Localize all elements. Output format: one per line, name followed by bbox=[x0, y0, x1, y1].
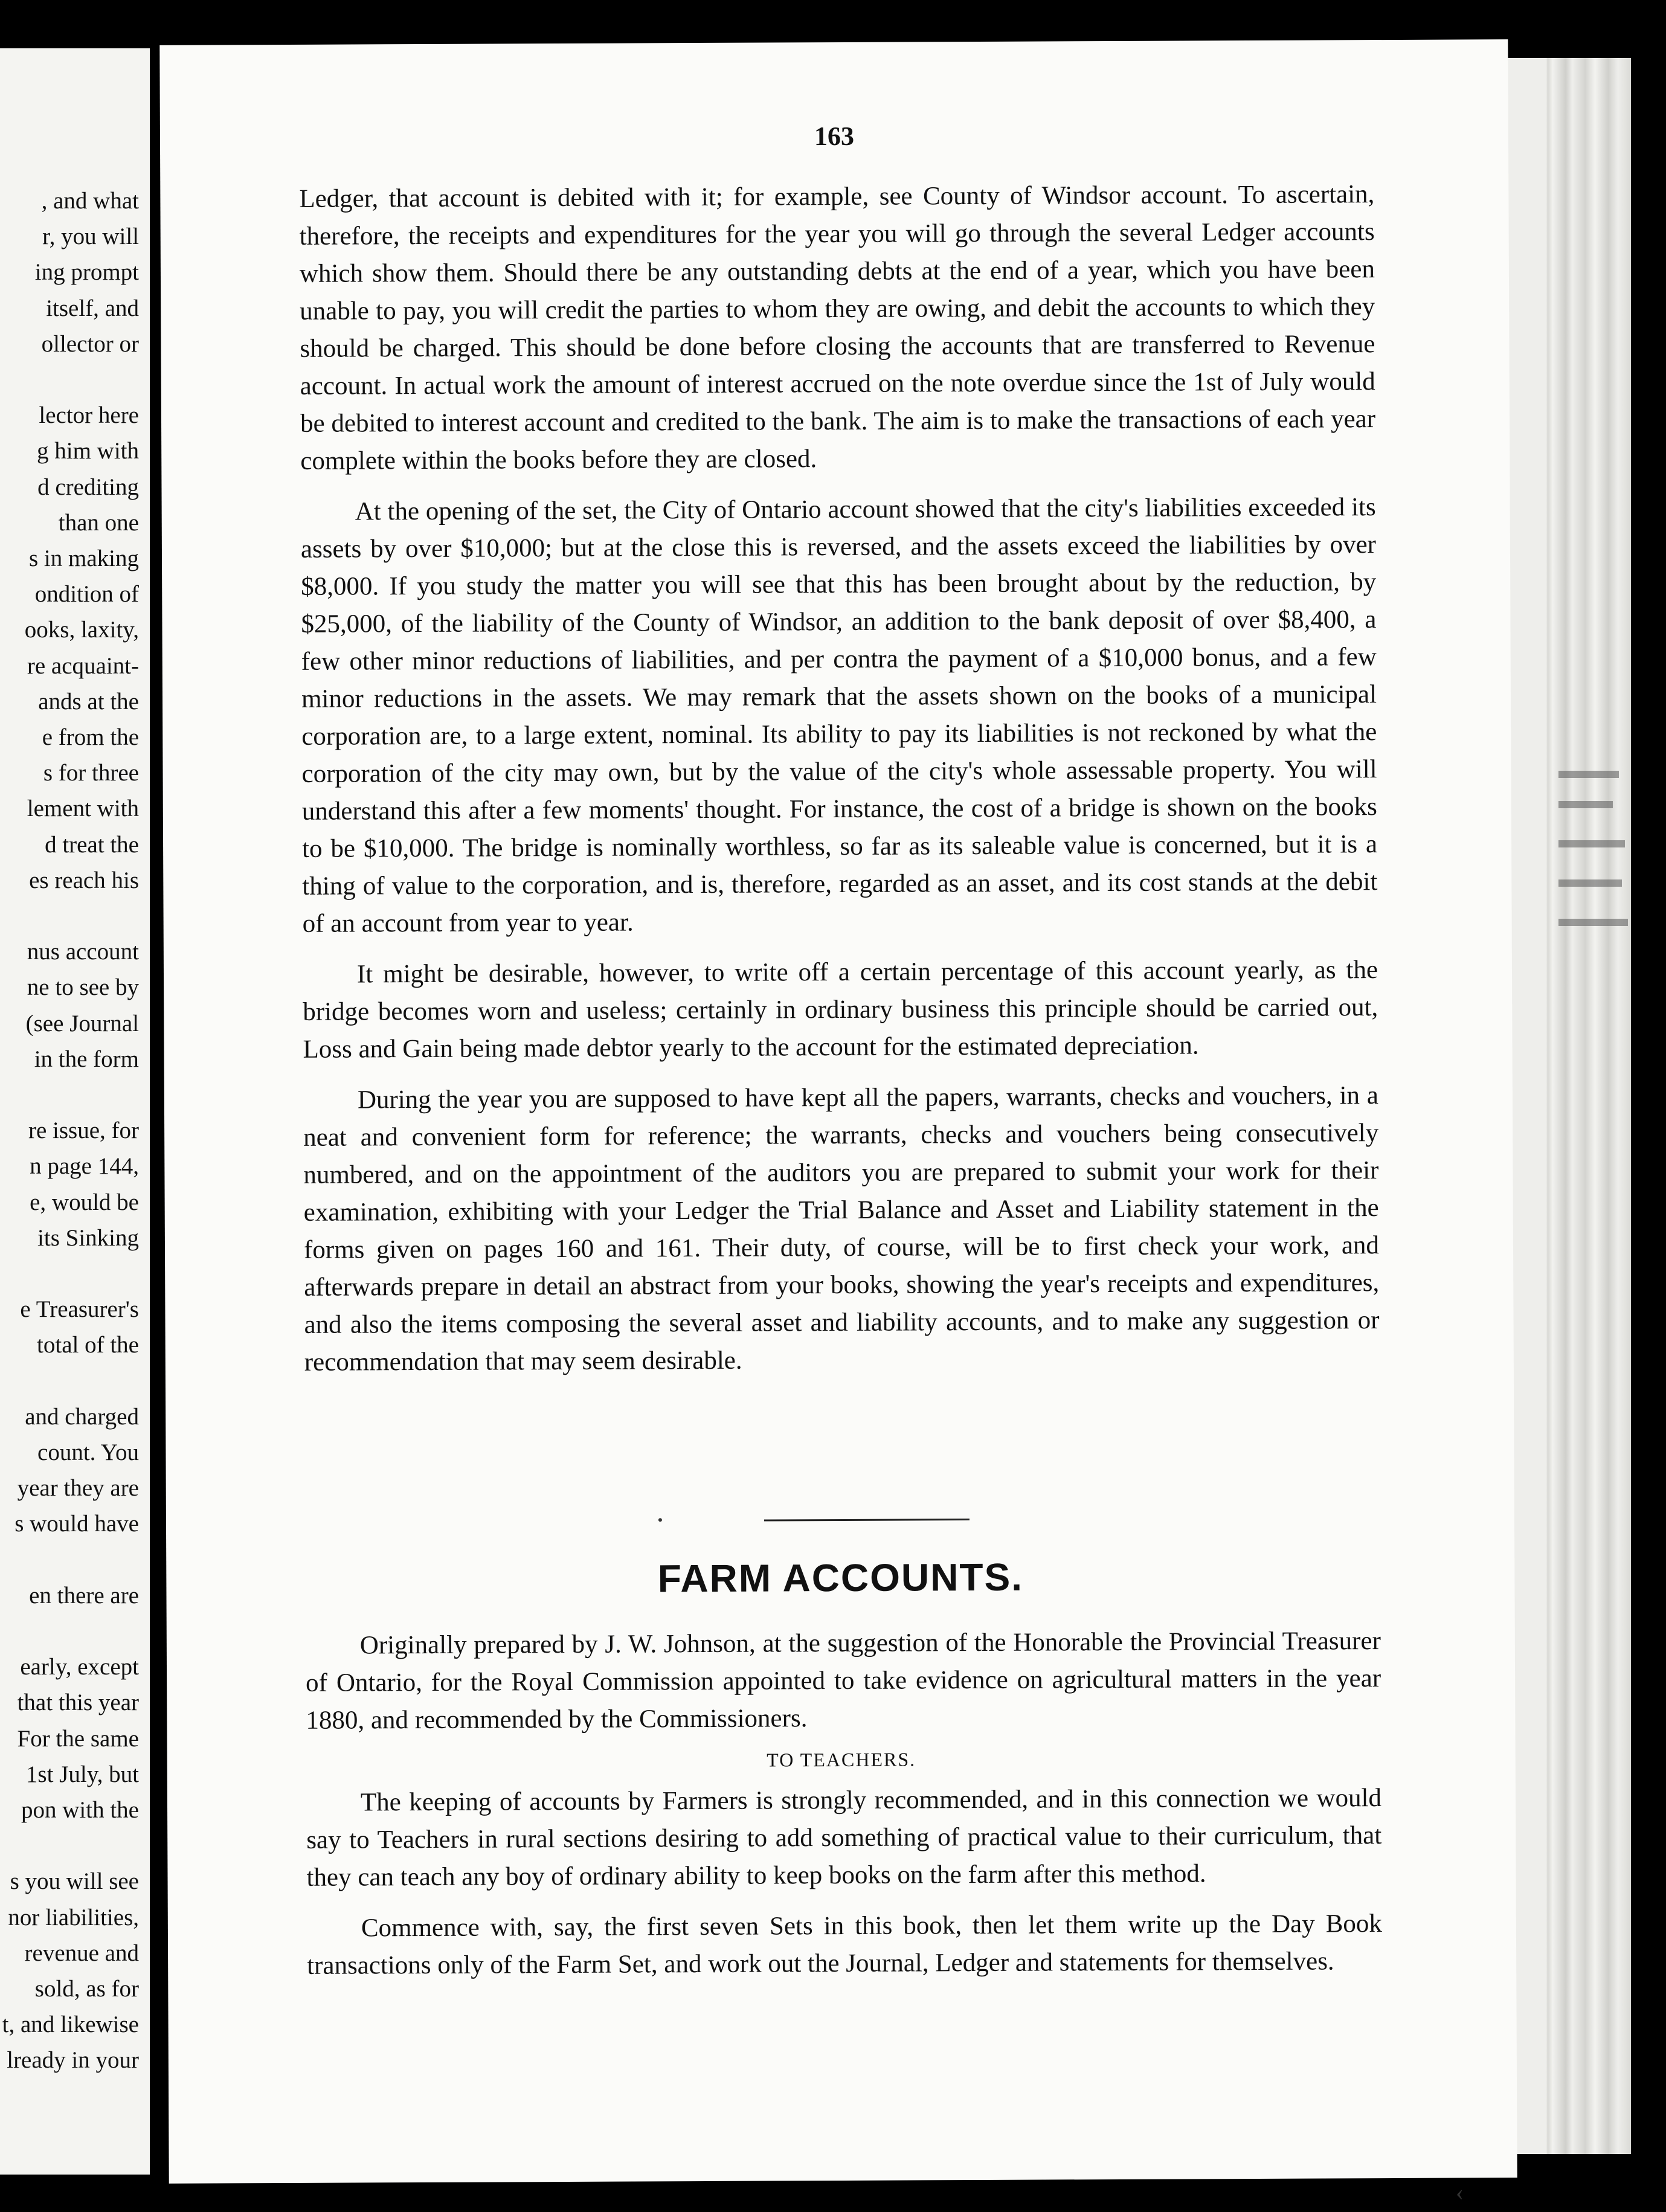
left-page-line: es reach his bbox=[29, 867, 139, 893]
left-page-line: n page 144, bbox=[30, 1153, 139, 1180]
left-page-line: ondition of bbox=[34, 581, 139, 608]
left-page-line: that this year bbox=[17, 1690, 139, 1716]
left-page-line: total of the bbox=[37, 1332, 139, 1358]
intro-paragraph: Originally prepared by J. W. Johnson, at the suggestion of the Honorable the Provincial Treasurer of Ontario, for the Royal Commission appointed to take evidence on agricultural matters in the year 1880, and recommended by the Commissioners. bbox=[306, 1627, 1381, 1735]
left-page-line: than one bbox=[58, 509, 139, 536]
left-page-line: (see Journal bbox=[25, 1010, 139, 1037]
left-page-line: s would have bbox=[14, 1511, 139, 1537]
left-page-line: e from the bbox=[42, 724, 139, 750]
body-text bbox=[299, 176, 1380, 1395]
left-page-line: count. You bbox=[37, 1439, 139, 1465]
paragraph: At the opening of the set, the City of Ontario account showed that the city's liabilities exceeded its assets by over $10,000; but at the close this is reversed, and the assets exceed the liabilities by over $8,000. If you study the matter you will see that this has been brought about by the reduction, by $25,000, of the liability of the County of Windsor, an addition to the bank deposit of over $8,400, a few other minor reductions of liabilities, and per contra the payment of a $10,000 bonus, and a few minor reductions in the assets. We may remark that the assets shown on the books of a municipal corporation are, to a large extent, nominal. Its ability to pay its liabilities is not reckoned by what the corporation of the city may own, but by the value of the city's whole assessable property. You will understand this after a few moments' thought. For instance, the cost of a bridge is shown on the books to be $10,000. The bridge is nominally worthless, so far as its saleable value is concerned, but it is a thing of value to the corporation, and is, therefore, regarded as an asset, and its cost stands at the debit of an account from year to year. bbox=[300, 493, 1378, 938]
left-page-line: d treat the bbox=[45, 831, 139, 858]
page-number: 163 bbox=[814, 121, 855, 152]
left-page-line: ing prompt bbox=[34, 259, 139, 286]
left-page-line: re issue, for bbox=[28, 1117, 139, 1144]
section-title: FARM ACCOUNTS. bbox=[657, 1555, 1024, 1601]
left-page-line: , and what bbox=[41, 188, 139, 214]
paragraph: The keeping of accounts by Farmers is strongly recommended, and in this connection we would say to Teachers in rural sections desiring to add something of practical value to their curriculum, that they can teach any boy of ordinary ability to keep books on the farm after this method. bbox=[306, 1784, 1382, 1892]
left-page-line: 1st July, but bbox=[25, 1761, 139, 1787]
left-page-line: g him with bbox=[36, 438, 139, 465]
left-page-line: lready in your bbox=[7, 2047, 139, 2074]
left-facing-page bbox=[0, 48, 150, 2175]
left-page-line: its Sinking bbox=[37, 1224, 139, 1251]
left-page-line: e, would be bbox=[30, 1189, 139, 1215]
left-page-line: s you will see bbox=[10, 1868, 139, 1895]
left-page-line: en there are bbox=[29, 1582, 139, 1609]
left-page-line: ooks, laxity, bbox=[24, 617, 139, 643]
paragraph: It might be desirable, however, to write off a certain percentage of this account yearly, as the bridge becomes worn and useless; certainly in ordinary business this principle should be carried out, Loss and Gain being made debtor yearly to the account for the estimated depreciation. bbox=[303, 956, 1378, 1064]
teachers-text bbox=[306, 1780, 1383, 1998]
left-page-line: nus account bbox=[27, 939, 139, 965]
left-page-line: r, you will bbox=[42, 223, 139, 250]
left-page-line: revenue and bbox=[24, 1940, 139, 1966]
subheading: TO TEACHERS. bbox=[767, 1748, 916, 1771]
left-page-line: early, except bbox=[20, 1654, 139, 1680]
left-page-line: e Treasurer's bbox=[20, 1296, 139, 1323]
left-page-line: t, and likewise bbox=[2, 2011, 139, 2038]
left-page-line: nor liabilities, bbox=[8, 1904, 139, 1931]
left-page-line: s for three bbox=[43, 760, 139, 786]
section-divider bbox=[764, 1519, 970, 1521]
left-page-line: lement with bbox=[27, 796, 139, 822]
left-page-line: and charged bbox=[25, 1403, 139, 1430]
left-page-line: lector here bbox=[39, 402, 139, 429]
book-page bbox=[159, 39, 1517, 2206]
left-page-line: year they are bbox=[17, 1475, 139, 1502]
left-page-line: s in making bbox=[29, 545, 139, 571]
left-page-line: pon with the bbox=[21, 1797, 139, 1823]
left-page-line: re acquaint- bbox=[27, 652, 139, 679]
stray-dot bbox=[658, 1518, 662, 1522]
paragraph: Ledger, that account is debited with it; for example, see County of Windsor account. To ascertain, therefore, the receipts and expenditures for the year you will go through the several Ledger accounts which show them. Should there be any outstanding debts at the end of a year, which you have been unable to pay, you will credit the parties to whom they are owing, and debit the accounts to which they should be charged. This should be done before closing the accounts that are transferred to Revenue account. In actual work the amount of interest accrued on the note overdue since the 1st of July would be debited to interest account and credited to the bank. The aim is to make the transactions of each year complete within the books before they are closed. bbox=[299, 180, 1376, 475]
left-page-line: For the same bbox=[17, 1725, 139, 1752]
left-page-line: ne to see by bbox=[27, 974, 139, 1001]
left-page-line: ands at the bbox=[38, 688, 139, 715]
paragraph: Commence with, say, the first seven Sets in this book, then let them write up the Day Book transactions only of the Farm Set, and work out the Journal, Ledger and statements for themselves. bbox=[307, 1909, 1382, 1980]
paragraph: During the year you are supposed to have kept all the papers, warrants, checks and vouchers, in a neat and convenient form for reference; the warrants, checks and vouchers being consecutively numbered, and on the appointment of the auditors you are prepared to submit your work for their examination, exhibiting with your Ledger the Trial Balance and Asset and Liability statement in the forms given on pages 160 and 161. Their duty, of course, will be to first check your work, and afterwards prepare in detail an abstract from your books, showing the year's receipts and expenditures, and also the items composing the several asset and liability accounts, and to make any suggestion or recommendation that may seem desirable. bbox=[303, 1081, 1380, 1377]
left-page-line: ollector or bbox=[41, 330, 139, 357]
left-page-line: d crediting bbox=[37, 474, 139, 500]
left-page-line: itself, and bbox=[46, 295, 139, 321]
fold-mark: ‹ bbox=[1455, 2178, 1464, 2206]
intro-text bbox=[306, 1622, 1381, 1753]
left-page-line: in the form bbox=[34, 1046, 139, 1072]
left-page-line: sold, as for bbox=[34, 1976, 139, 2002]
